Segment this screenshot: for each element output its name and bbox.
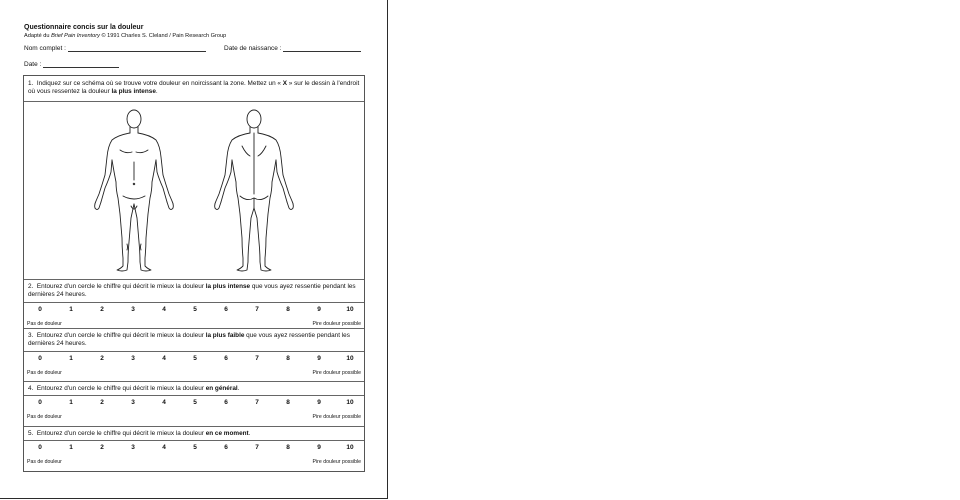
scale-option-0[interactable]: 0	[38, 399, 42, 406]
scale-option-3[interactable]: 3	[131, 306, 135, 313]
scale-option-6[interactable]: 6	[224, 444, 228, 451]
pain-scale	[24, 444, 364, 454]
pain-scale	[24, 355, 364, 365]
scale-option-4[interactable]: 4	[162, 399, 166, 406]
scale-option-3[interactable]: 3	[131, 444, 135, 451]
scale-option-7[interactable]: 7	[255, 444, 259, 451]
scale-option-4[interactable]: 4	[162, 355, 166, 362]
scale-option-4[interactable]: 4	[162, 306, 166, 313]
pain-scale	[24, 306, 364, 316]
scale-min-anchor: Pas de douleur	[27, 459, 62, 465]
scale-option-9[interactable]: 9	[317, 355, 321, 362]
question-3	[24, 328, 364, 381]
scale-min-anchor: Pas de douleur	[27, 321, 62, 327]
scale-option-2[interactable]: 2	[100, 399, 104, 406]
form-title: Questionnaire concis sur la douleur	[24, 24, 144, 31]
birth-date-label: Date de naissance :	[224, 45, 282, 52]
scale-option-5[interactable]: 5	[193, 444, 197, 451]
scale-option-3[interactable]: 3	[131, 355, 135, 362]
scale-option-9[interactable]: 9	[317, 306, 321, 313]
scale-max-anchor: Pire douleur possible	[312, 321, 361, 327]
scale-option-7[interactable]: 7	[255, 355, 259, 362]
question-2-text: 2. Entourez d'un cercle le chiffre qui décrit le mieux la douleur la plus intense que vous ayez ressentie pendant les dernières 24 heures.	[28, 283, 356, 298]
scale-option-1[interactable]: 1	[69, 306, 73, 313]
scale-option-10[interactable]: 10	[346, 355, 354, 362]
front-body-figure[interactable]	[95, 110, 174, 271]
question-2	[24, 279, 364, 328]
scale-option-5[interactable]: 5	[193, 355, 197, 362]
scale-option-2[interactable]: 2	[100, 444, 104, 451]
scale-option-8[interactable]: 8	[286, 444, 290, 451]
scale-option-6[interactable]: 6	[224, 306, 228, 313]
scale-option-10[interactable]: 10	[346, 399, 354, 406]
scale-option-1[interactable]: 1	[69, 399, 73, 406]
question-3-text: 3. Entourez d'un cercle le chiffre qui décrit le mieux la douleur la plus faible que vous ayez ressentie pendant les dernières 24 heures.	[28, 332, 350, 347]
birth-date-field[interactable]	[224, 45, 361, 52]
date-line[interactable]	[43, 61, 119, 68]
scale-option-7[interactable]: 7	[255, 399, 259, 406]
scale-option-0[interactable]: 0	[38, 355, 42, 362]
scale-option-2[interactable]: 2	[100, 355, 104, 362]
scale-option-9[interactable]: 9	[317, 444, 321, 451]
question-5	[24, 426, 364, 473]
scale-option-0[interactable]: 0	[38, 444, 42, 451]
scale-option-8[interactable]: 8	[286, 399, 290, 406]
scale-option-6[interactable]: 6	[224, 355, 228, 362]
scale-min-anchor: Pas de douleur	[27, 370, 62, 376]
questionnaire-page	[0, 0, 388, 499]
scale-option-5[interactable]: 5	[193, 399, 197, 406]
full-name-line[interactable]	[68, 45, 206, 52]
divider	[24, 351, 364, 352]
full-name-label: Nom complet :	[24, 45, 66, 52]
scale-option-8[interactable]: 8	[286, 306, 290, 313]
scale-option-8[interactable]: 8	[286, 355, 290, 362]
scale-option-7[interactable]: 7	[255, 306, 259, 313]
scale-option-1[interactable]: 1	[69, 355, 73, 362]
scale-min-anchor: Pas de douleur	[27, 414, 62, 420]
date-label: Date :	[24, 61, 42, 68]
questionnaire-box	[23, 75, 365, 472]
divider	[24, 302, 364, 303]
scale-max-anchor: Pire douleur possible	[312, 370, 361, 376]
scale-option-5[interactable]: 5	[193, 306, 197, 313]
scale-max-anchor: Pire douleur possible	[312, 459, 361, 465]
question-1-text: 1. Indiquez sur ce schéma où se trouve votre douleur en noircissant la zone. Mettez un « X » sur le dessin à l'endroit où vous ressentez la douleur la plus intense.	[28, 80, 360, 95]
scale-option-0[interactable]: 0	[38, 306, 42, 313]
question-4	[24, 381, 364, 426]
birth-date-line[interactable]	[283, 45, 361, 52]
question-4-text: 4. Entourez d'un cercle le chiffre qui décrit le mieux la douleur en général.	[28, 385, 240, 392]
back-body-figure[interactable]	[215, 110, 294, 271]
full-name-field[interactable]	[24, 45, 206, 52]
scale-option-2[interactable]: 2	[100, 306, 104, 313]
form-subtitle: Adapté du Brief Pain Inventory © 1991 Charles S. Cleland / Pain Research Group	[24, 33, 227, 39]
pain-scale	[24, 399, 364, 409]
question-5-text: 5. Entourez d'un cercle le chiffre qui décrit le mieux la douleur en ce moment.	[28, 430, 251, 437]
scale-max-anchor: Pire douleur possible	[312, 414, 361, 420]
scale-option-4[interactable]: 4	[162, 444, 166, 451]
scale-option-10[interactable]: 10	[346, 306, 354, 313]
date-field[interactable]	[24, 61, 119, 68]
scale-option-3[interactable]: 3	[131, 399, 135, 406]
scale-option-6[interactable]: 6	[224, 399, 228, 406]
scale-option-1[interactable]: 1	[69, 444, 73, 451]
scale-option-10[interactable]: 10	[346, 444, 354, 451]
divider	[24, 395, 364, 396]
body-diagram[interactable]	[24, 102, 364, 279]
scale-option-9[interactable]: 9	[317, 399, 321, 406]
divider	[24, 440, 364, 441]
